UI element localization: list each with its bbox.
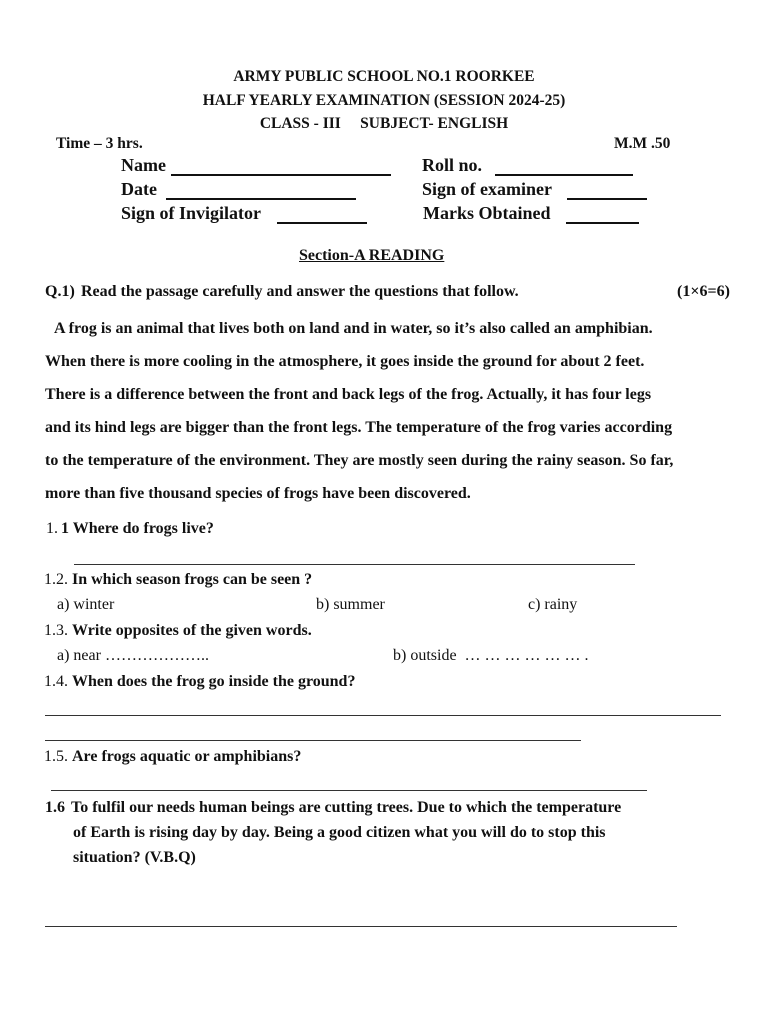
question-text: 1 Where do frogs live? <box>61 520 214 537</box>
question-text: In which season frogs can be seen ? <box>72 571 313 588</box>
answer-line[interactable] <box>74 564 635 565</box>
option-b[interactable]: b) summer <box>316 596 385 613</box>
opposite-outside[interactable]: b) outside … … … … … … . <box>393 647 589 664</box>
question-number: 1.6 <box>45 799 65 816</box>
date-line[interactable] <box>166 198 356 200</box>
passage-line: When there is more cooling in the atmosphere, it goes inside the ground for about 2 feet. <box>45 353 645 370</box>
answer-line[interactable] <box>45 715 721 716</box>
name-label: Name <box>121 155 166 175</box>
question-number: 1.4. <box>44 673 68 690</box>
passage-line: to the temperature of the environment. They are mostly seen during the rainy season. So far, <box>45 452 674 469</box>
max-marks: M.M .50 <box>614 135 671 152</box>
marks-obtained-label: Marks Obtained <box>423 203 551 223</box>
q1-marks: (1×6=6) <box>677 283 730 300</box>
exam-title: HALF YEARLY EXAMINATION (SESSION 2024-25) <box>202 92 566 109</box>
name-line[interactable] <box>171 174 391 176</box>
passage-line: There is a difference between the front and back legs of the frog. Actually, it has four legs <box>45 386 652 403</box>
option-c[interactable]: c) rainy <box>528 596 578 613</box>
examiner-line[interactable] <box>567 198 647 200</box>
school-name: ARMY PUBLIC SCHOOL NO.1 ROORKEE <box>233 68 535 85</box>
question-text: To fulfil our needs human beings are cutting trees. Due to which the temperature <box>71 799 622 816</box>
question-number: 1.2. <box>44 571 68 588</box>
class-subject: CLASS - III SUBJECT- ENGLISH <box>259 115 509 132</box>
time-label: Time – 3 hrs. <box>56 135 143 152</box>
question-text: Are frogs aquatic or amphibians? <box>72 748 302 765</box>
question-text: When does the frog go inside the ground? <box>72 673 356 690</box>
roll-label: Roll no. <box>422 155 483 175</box>
question-number: 1. <box>46 520 58 537</box>
answer-line[interactable] <box>45 926 677 927</box>
option-a[interactable]: a) winter <box>57 596 115 613</box>
q1-label: Q.1) <box>45 283 75 300</box>
passage-line: and its hind legs are bigger than the front legs. The temperature of the frog varies according <box>45 419 673 436</box>
opposite-near[interactable]: a) near ……………….. <box>57 647 209 664</box>
q1-instruction: Read the passage carefully and answer the questions that follow. <box>81 283 519 300</box>
question-number: 1.3. <box>44 622 68 639</box>
question-text: situation? (V.B.Q) <box>73 849 196 866</box>
question-text: Write opposites of the given words. <box>72 622 312 639</box>
question-number: 1.5. <box>44 748 68 765</box>
question-text: of Earth is rising day by day. Being a good citizen what you will do to stop this <box>73 824 606 841</box>
date-label: Date <box>121 179 157 199</box>
roll-line[interactable] <box>495 174 633 176</box>
invigilator-label: Sign of Invigilator <box>121 203 262 223</box>
examiner-label: Sign of examiner <box>422 179 552 199</box>
passage-line: more than five thousand species of frogs have been discovered. <box>45 485 471 502</box>
marks-obtained-line[interactable] <box>566 222 639 224</box>
answer-line[interactable] <box>51 790 647 791</box>
passage-line: A frog is an animal that lives both on land and in water, so it’s also called an amphibian. <box>54 320 653 337</box>
answer-line[interactable] <box>45 740 581 741</box>
section-title: Section-A READING <box>299 247 445 264</box>
invigilator-line[interactable] <box>277 222 367 224</box>
